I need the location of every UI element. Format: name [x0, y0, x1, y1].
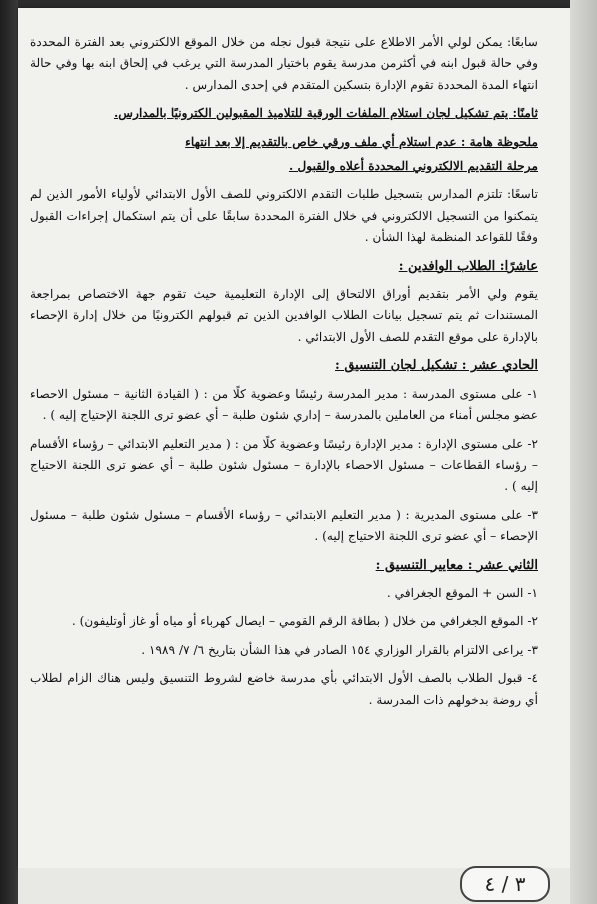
criteria-item-1: ١- السن + الموقع الجغرافي .: [386, 585, 538, 600]
committee-item-1: ١- على مستوى المدرسة : مدير المدرسة رئيسًا وعضوية كلًا من : ( القيادة الثانية – مسئول الاحصاء عضو مجلس أمناء من العاملين بالمدرسة – إداري شئون طلبة – أي عضو ترى اللجنة الإحتياج إليه ) .: [30, 386, 538, 423]
paragraph-wafedeen: يقوم ولي الأمر بتقديم أوراق الالتحاق إلى الإدارة التعليمية حيث تقوم جهة الاختصاص بمراجعة المستندات ثم يتم تسجيل بيانات الطلاب الوافدين الذين تم قبولهم الكترونيًا من خلال إدارة الإحصاء بالإدارة على موقع التقدم للصف الأول الابتدائي .: [30, 287, 538, 344]
criteria-item-2: ٢- الموقع الجغرافي من خلال ( بطاقة الرقم القومي – ايصال كهرباء أو مياه أو غاز أوتليفون) .: [71, 614, 538, 629]
heading-asheran: عاشرًا: الطلاب الوافدين :: [398, 258, 538, 274]
committee-item-3: ٣- على مستوى المديرية : ( مدير التعليم الابتدائي – رؤساء الأقسام – مسئول شئون طلبة – مسئول الإحصاء – أي عضو ترى اللجنة الاحتياج إليه) .: [30, 507, 538, 544]
criteria-item-4: ٤- قبول الطلاب بالصف الأول الابتدائي بأي مدرسة خاضع لشروط التنسيق وليس هناك الزام لطلاب أي روضة بدخولهم ذات المدرسة .: [30, 671, 538, 707]
heading-thani-ashar: الثاني عشر : معايير التنسيق :: [375, 557, 538, 573]
heading-hadi-ashar: الحادي عشر : تشكيل لجان التنسيق :: [335, 358, 538, 374]
criteria-item-3: ٣- يراعى الالتزام بالقرار الوزاري ١٥٤ الصادر في هذا الشأن بتاريخ ٦/ ٧/ ١٩٨٩ .: [141, 642, 538, 657]
document-body: [30, 32, 538, 718]
committee-item-2: ٢- على مستوى الإدارة : مدير الإدارة رئيسًا وعضوية كلًا من : ( مدير التعليم الابتدائي – رؤساء الأقسام – رؤساء القطاعات – مسئول الاحصاء بالإدارة – مسئول شئون طلبة – أي عضو ترى اللجنة الاحتياج إليه ) .: [30, 436, 538, 494]
binder-edge: [0, 0, 18, 904]
page-shadow: [570, 0, 597, 904]
paragraph-tasean: تاسعًا: تلتزم المدارس بتسجيل طلبات التقدم الالكتروني للصف الأول الابتدائي لأولياء الأمور الذين لم يتمكنوا من التسجيل الالكتروني في خلال الفترة المحددة سابقًا على أن يتم استكمال إجراءات القبول وفقًا للقواعد المنظمة لهذا الشأن .: [30, 187, 538, 245]
page-number-badge: ٣ / ٤: [460, 866, 550, 902]
important-note: ملحوظة هامة : عدم استلام أي ملف ورقي خاص بالتقديم إلا بعد انتهاء: [185, 134, 538, 149]
important-note-continuation: مرحلة التقديم الالكتروني المحددة أعلاه والقبول .: [288, 159, 538, 174]
paragraph-sabean: سابعًا: يمكن لولي الأمر الاطلاع على نتيجة قبول نجله من خلال الموقع الالكتروني بعد الفترة المحددة وفي حالة قبول ابنه في أكثرمن مدرسة يقوم باختيار المدرسة التي يرغب في إلحاق ابنه بها وفي حالة انتهاء المدة المحددة تقوم الإدارة بتسكين المتقدم في إحدى المدارس .: [30, 35, 538, 92]
paragraph-thamenan: ثامنًا: يتم تشكيل لجان استلام الملفات الورقية للتلاميذ المقبولين الكترونيًا بالمدارس.: [113, 106, 538, 121]
